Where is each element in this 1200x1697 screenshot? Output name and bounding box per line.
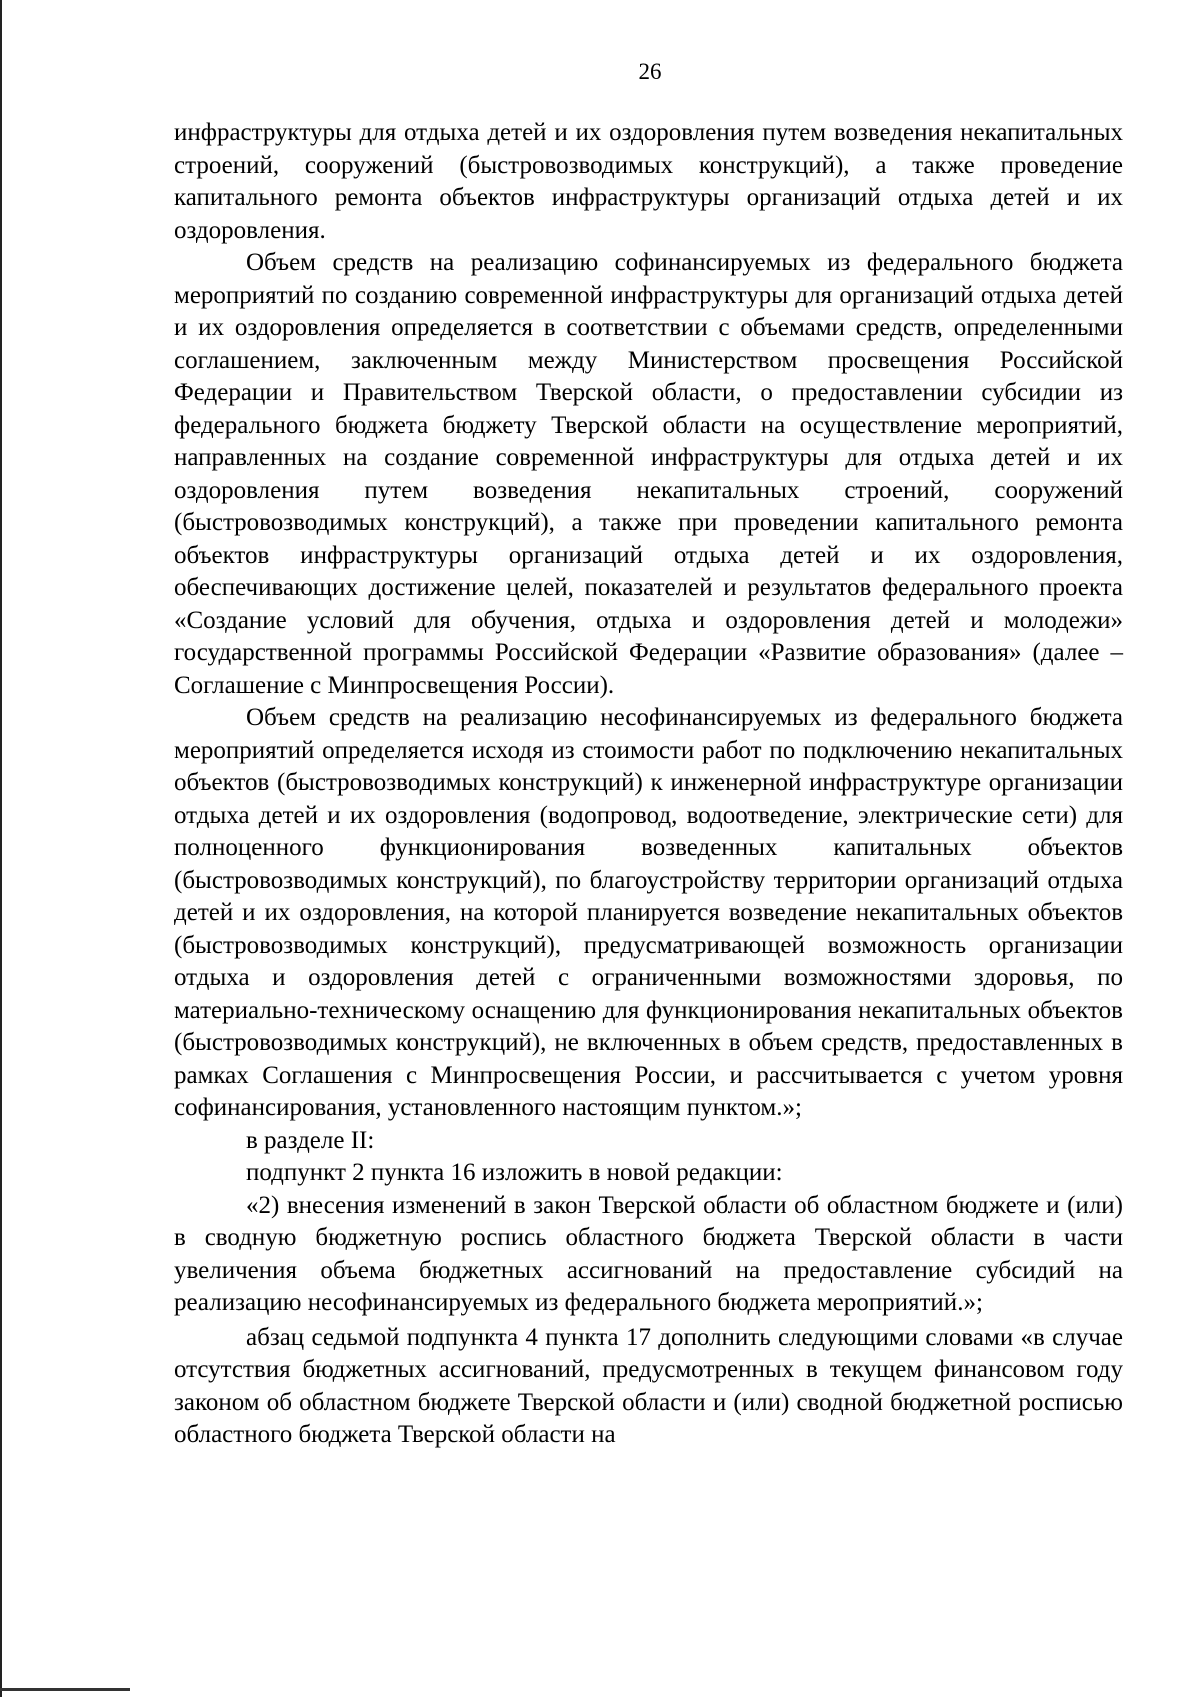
document-body — [174, 117, 1123, 1452]
paragraph-section-ii: в разделе II: — [246, 1126, 375, 1154]
paragraph-subclause-4-addition: абзац седьмой подпункта 4 пункта 17 дополнить следующими словами «в случае отсутствия бюджетных ассигнований, предусмотренных в текущем финансовом году законом об областном бюджете Тверской области и (или) сводной бюджетной росписью областного бюджета Тверской области на — [174, 1323, 1123, 1448]
paragraph-continuation: инфраструктуры для отдыха детей и их оздоровления путем возведения некапитальных строений, сооружений (быстровозводимых конструкций), а также проведение капитального ремонта объектов инфраструктуры организаций отдыха детей и их оздоровления. — [174, 119, 1123, 244]
paragraph-subclause-2-intro: подпункт 2 пункта 16 изложить в новой редакции: — [246, 1159, 783, 1186]
scan-left-edge — [0, 0, 2, 1697]
page-number: 26 — [638, 59, 662, 84]
paragraph-cofinanced-funds: Объем средств на реализацию софинансируемых из федерального бюджета мероприятий по созданию современной инфраструктуры для организаций отдыха детей и их оздоровления определяется в соответствии с объемами средств, определенными соглашением, заключенным между Министерством просвещения Российской Федерации и Правительством Тверской области, о предоставлении субсидии из федерального бюджета бюджету Тверской области на осуществление мероприятий, направленных на создание современной инфраструктуры для отдыха детей и их оздоровления путем возведения некапитальных строений, сооружений (быстровозводимых конструкций), а также при проведении капитального ремонта объектов инфраструктуры организаций отдыха детей и их оздоровления, обеспечивающих достижение целей, показателей и результатов федерального проекта «Создание условий для обучения, отдыха и оздоровления детей и молодежи» государственной программы Российской Федерации «Развитие образования» (далее – Соглашение с Минпросвещения России). — [174, 249, 1123, 699]
paragraph-subclause-2-text: «2) внесения изменений в закон Тверской области об областном бюджете и (или) в сводную бюджетную роспись областного бюджета Тверской области в части увеличения объема бюджетных ассигнований на предоставление субсидий на реализацию несофинансируемых из федерального бюджета мероприятий.»; — [174, 1191, 1123, 1316]
scan-bottom-edge — [0, 1688, 130, 1691]
paragraph-non-cofinanced-funds: Объем средств на реализацию несофинансируемых из федерального бюджета мероприятий определяется исходя из стоимости работ по подключению некапитальных объектов (быстровозводимых конструкций) к инженерной инфраструктуре организации отдыха детей и их оздоровления (водопровод, водоотведение, электрические сети) для полноценного функционирования возведенных капитальных объектов (быстровозводимых конструкций), по благоустройству территории организаций отдыха детей и их оздоровления, на которой планируется возведение некапитальных объектов (быстровозводимых конструкций), предусматривающей возможность организации отдыха и оздоровления детей с ограниченными возможностями здоровья, по материально-техническому оснащению для функционирования некапитальных объектов (быстровозводимых конструкций), не включенных в объем средств, предоставленных в рамках Соглашения с Минпросвещения России, и рассчитывается с учетом уровня софинансирования, установленного настоящим пунктом.»; — [174, 704, 1123, 1121]
